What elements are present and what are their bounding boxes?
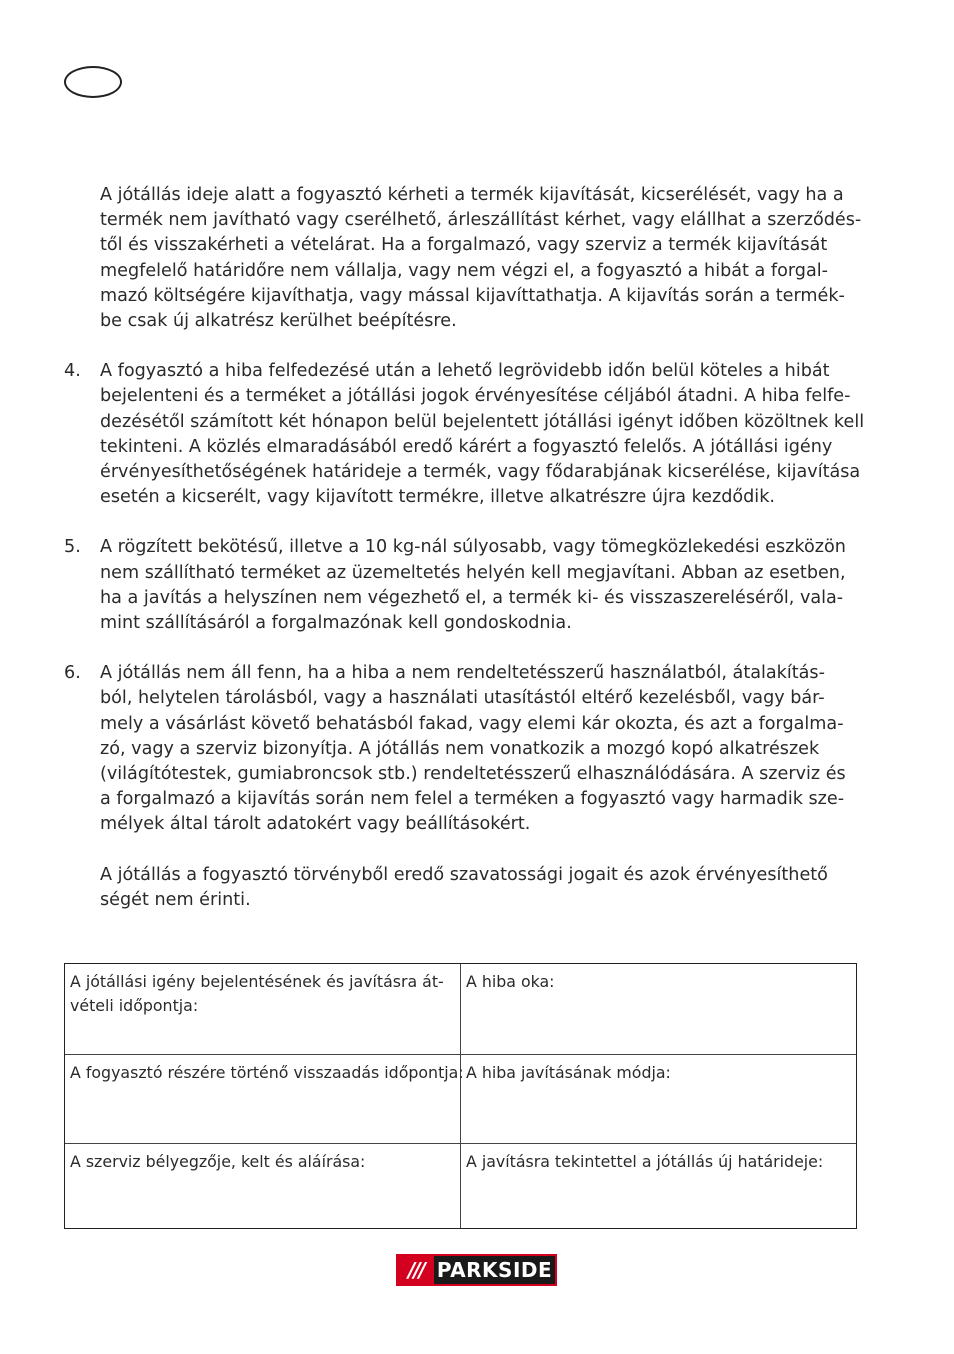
text-line: be csak új alkatrész kerülhet beépítésre.	[100, 311, 457, 332]
text-line: A rögzített bekötésű, illetve a 10 kg-nál súlyosabb, vagy tömegközlekedési eszközön	[100, 537, 846, 558]
form-cell-service-stamp[interactable]	[65, 1144, 461, 1228]
logo-wordmark: PARKSIDE	[434, 1256, 555, 1284]
form-cell-claim-date[interactable]	[65, 964, 461, 1055]
text-line: től és visszakérheti a vételárat. Ha a forgalmazó, vagy szerviz a termék kijavítását	[100, 235, 828, 256]
text-line: zó, vagy a szerviz bizonyítja. A jótállás nem vonatkozik a mozgó kopó alkatrészek	[100, 738, 820, 759]
text-line: A jótállás a fogyasztó törvényből eredő szavatossági jogait és azok érvényesíthető	[100, 864, 828, 885]
text-line: A jótállás ideje alatt a fogyasztó kérheti a termék kijavítását, kicserélését, vagy ha a	[100, 185, 844, 205]
text-line: dezésétől számított két hónapon belül bejelentett jótállási igényt időben közöltnek kell	[100, 411, 865, 432]
form-cell-label: vételi időpontja:	[70, 996, 199, 1015]
form-cell-new-deadline[interactable]	[461, 1144, 856, 1228]
numbered-item-4	[64, 359, 864, 510]
text-line: ha a javítás a helyszínen nem végezhető el, a termék ki- és visszaszereléséről, vala-	[100, 587, 844, 608]
item-number: 6.	[64, 663, 81, 684]
item-number: 5.	[64, 537, 81, 558]
form-cell-label: A javításra tekintettel a jótállás új határideje:	[466, 1152, 824, 1171]
text-line: ból, helytelen tárolásból, vagy a használati utasítástól eltérő kezelésből, vagy bár-	[100, 688, 825, 709]
text-line: megfelelő határidőre nem vállalja, vagy nem végzi el, a fogyasztó a hibát a forgal-	[100, 260, 828, 281]
text-line: érvényesíthetőségének határideje a termék, vagy fődarabjának kicserélése, kijavítása	[100, 462, 861, 483]
text-line: tekinteni. A közlés elmaradásából eredő kárért a fogyasztó felelős. A jótállási igény	[100, 436, 833, 457]
intro-paragraph	[64, 183, 864, 334]
text-line: mint szállításáról a forgalmazónak kell gondoskodnia.	[100, 613, 572, 634]
logo-slashes: ///	[408, 1258, 424, 1282]
parkside-logo	[396, 1254, 557, 1286]
form-cell-label: A szerviz bélyegzője, kelt és aláírása:	[70, 1152, 366, 1171]
text-line: bejelenteni és a terméket a jótállási jogok érvényesítése céljából átadni. A hiba felfe-	[100, 386, 851, 407]
warranty-claim-form	[64, 963, 857, 1229]
text-line: mely a vásárlást követő behatásból fakad, vagy elemi kár okozta, és azt a forgalma-	[100, 713, 844, 734]
text-line: A fogyasztó a hiba felfedezésé után a lehető legrövidebb időn belül köteles a hibát	[100, 361, 830, 382]
text-line: (világítótestek, gumiabroncsok stb.) rendeltetésszerű elhasználódására. A szerviz és	[100, 764, 846, 785]
form-cell-label: A fogyasztó részére történő visszaadás időpontja:	[70, 1063, 464, 1082]
text-line: esetén a kicserélt, vagy kijavított termékre, illetve alkatrészre újra kezdődik.	[100, 487, 775, 508]
language-badge	[64, 66, 122, 98]
text-line: mazó költségére kijavíthatja, vagy mással kijavíttathatja. A kijavítás során a termék-	[100, 285, 845, 306]
text-line: termék nem javítható vagy cserélhető, árleszállítást kérhet, vagy elállhat a szerződés-	[100, 210, 862, 231]
closing-paragraph	[64, 863, 864, 913]
form-cell-repair-method[interactable]	[461, 1055, 856, 1144]
text-line: A jótállás nem áll fenn, ha a hiba a nem rendeltetésszerű használatból, átalakítás-	[100, 663, 825, 684]
text-line: a forgalmazó a kijavítás során nem felel a terméken a fogyasztó vagy harmadik sze-	[100, 789, 845, 810]
form-cell-label: A jótállási igény bejelentésének és javításra át-	[70, 972, 444, 991]
logo-inner	[398, 1256, 555, 1284]
text-line: nem szállítható terméket az üzemeltetés helyén kell megjavítani. Abban az esetben,	[100, 562, 846, 583]
form-cell-return-date[interactable]	[65, 1055, 464, 1144]
numbered-item-6	[64, 661, 864, 837]
form-cell-label: A hiba oka:	[466, 972, 555, 991]
item-number: 4.	[64, 361, 81, 382]
form-cell-label: A hiba javításának módja:	[466, 1063, 671, 1082]
text-line: mélyek által tárolt adatokért vagy beállításokért.	[100, 814, 531, 835]
numbered-item-5	[64, 535, 864, 636]
text-line: ségét nem érinti.	[100, 889, 251, 910]
form-cell-fault-cause[interactable]	[461, 964, 856, 1055]
warranty-text	[64, 183, 864, 938]
